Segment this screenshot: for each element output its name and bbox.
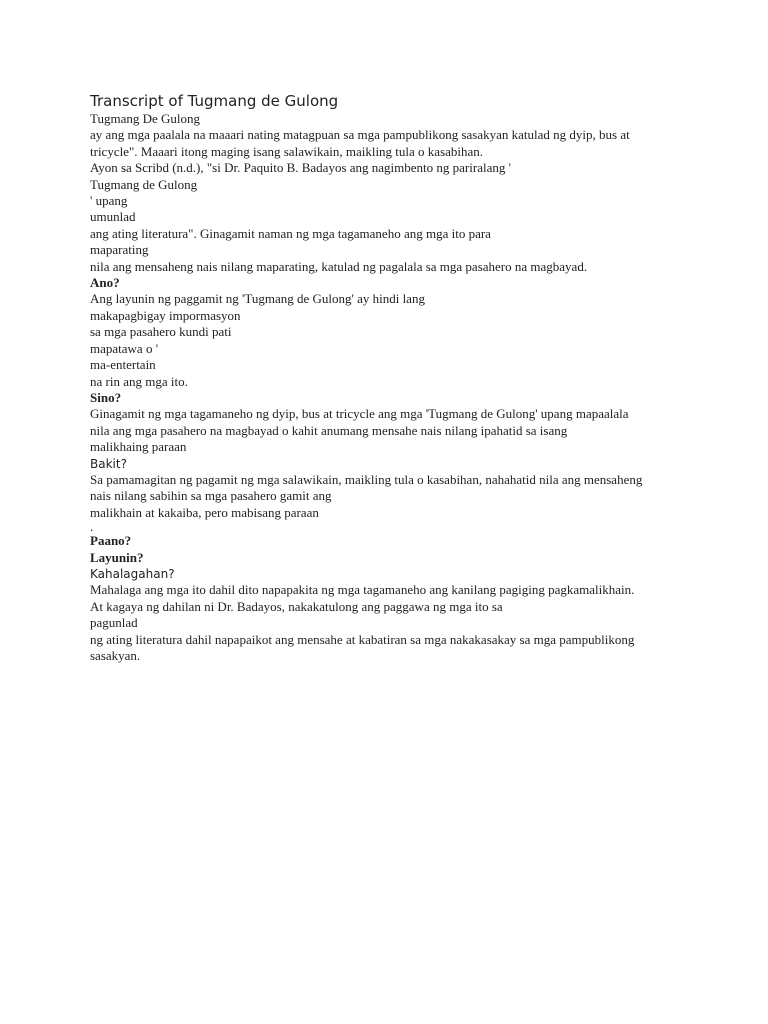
text-line: Ang layunin ng paggamit ng 'Tugmang de Gulong' ay hindi lang: [90, 291, 425, 307]
text-line: nais nilang sabihin sa mga pasahero gamit ang: [90, 488, 332, 504]
text-line: ma-entertain: [90, 357, 156, 373]
text-line: ' upang: [90, 193, 128, 209]
section-heading: Sino?: [90, 389, 122, 405]
text-line: ang ating literatura". Ginagamit naman ng mga tagamaneho ang mga ito para: [90, 225, 491, 241]
text-line: Ginagamit ng mga tagamaneho ng dyip, bus at tricycle ang mga 'Tugmang de Gulong' upang mapaalala: [90, 406, 629, 422]
section-heading: Layunin?: [90, 549, 144, 565]
text-line: nila ang mensaheng nais nilang maparating, katulad ng pagalala sa mga pasahero na magbayad.: [90, 258, 588, 274]
text-line: na rin ang mga ito.: [90, 373, 188, 389]
text-line: malikhaing paraan: [90, 439, 187, 455]
text-line: Tugmang De Gulong: [90, 111, 201, 126]
document-title: Transcript of Tugmang de Gulong: [90, 92, 339, 110]
section-heading: Kahalagahan?: [90, 566, 175, 581]
text-line: tricycle". Maaari itong maging isang salawikain, maikling tula o kasabihan.: [90, 143, 484, 159]
text-line: ng ating literatura dahil napapaikot ang mensahe at kabatiran sa mga nakakasakay sa mga pampublikong: [90, 631, 635, 647]
text-line: Tugmang de Gulong: [90, 176, 198, 192]
text-line: makapagbigay impormasyon: [90, 307, 241, 323]
text-line: Mahalaga ang mga ito dahil dito napapakita ng mga tagamaneho ang kanilang pagiging pagkamalikhain.: [90, 582, 635, 598]
text-line: .: [90, 519, 94, 535]
text-line: nila ang mga pasahero na magbayad o kahit anumang mensahe nais nilang ipahatid sa isang: [90, 422, 568, 438]
text-line: sa mga pasahero kundi pati: [90, 324, 232, 340]
section-heading: Ano?: [90, 275, 120, 291]
section-heading: Bakit?: [90, 456, 127, 471]
text-line: maparating: [90, 242, 149, 258]
text-line: umunlad: [90, 209, 136, 225]
text-line: Sa pamamagitan ng pagamit ng mga salawikain, maikling tula o kasabihan, nahahatid nila ang mensaheng: [90, 471, 643, 487]
text-line: sasakyan.: [90, 648, 141, 663]
text-line: Ayon sa Scribd (n.d.), "si Dr. Paquito B. Badayos ang nagimbento ng pariralang ': [90, 160, 511, 176]
text-line: mapatawa o ': [90, 340, 159, 356]
document-body: [90, 92, 720, 664]
text-line: At kagaya ng dahilan ni Dr. Badayos, nakakatulong ang paggawa ng mga ito sa: [90, 598, 503, 614]
section-heading: Paano?: [90, 533, 132, 549]
text-line: ay ang mga paalala na maaari nating matagpuan sa mga pampublikong sasakyan katulad ng dyip, bus at: [90, 127, 630, 143]
text-line: pagunlad: [90, 615, 138, 631]
text-line: malikhain at kakaiba, pero mabisang paraan: [90, 504, 319, 520]
